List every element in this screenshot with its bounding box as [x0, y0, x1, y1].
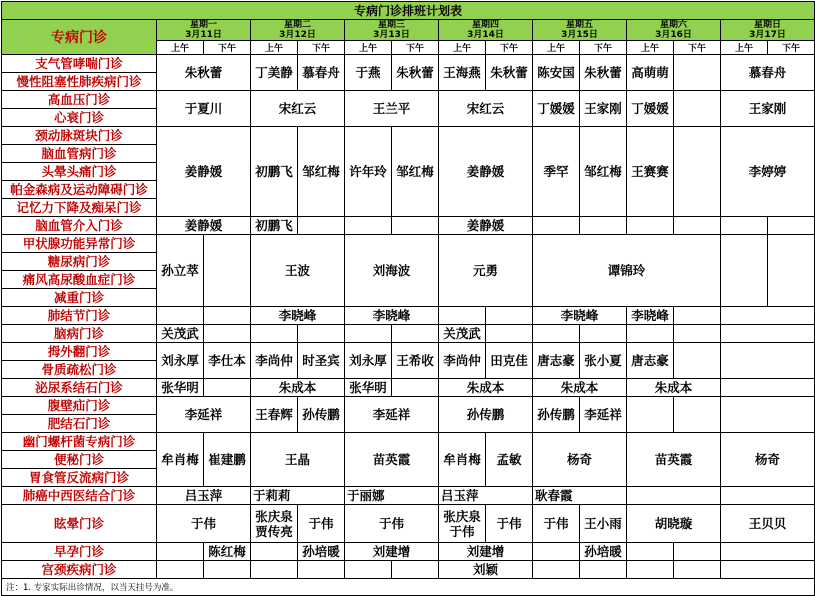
- day-header-thu: 星期四 3月14日: [439, 20, 533, 41]
- doctor-cell: 丁媛媛: [627, 91, 674, 127]
- doctor-cell: 于伟: [345, 505, 439, 543]
- doctor-cell: 李尚仲: [439, 343, 486, 379]
- dept-label: 拇外翻门诊: [2, 343, 157, 361]
- empty-cell: [627, 487, 721, 505]
- doctor-cell: 王波: [251, 235, 345, 307]
- empty-cell: [627, 217, 674, 235]
- doctor-cell: 王海燕: [439, 55, 486, 91]
- doctor-cell: 李尚仲: [251, 343, 298, 379]
- empty-cell: [627, 325, 674, 343]
- dept-label: 心衰门诊: [2, 109, 157, 127]
- doctor-cell: 慕春舟: [298, 55, 345, 91]
- doctor-cell: 初鹏飞: [251, 217, 298, 235]
- dept-label: 糖尿病门诊: [2, 253, 157, 271]
- pm-header: 下午: [768, 41, 815, 55]
- doctor-cell: 王希收: [392, 343, 439, 379]
- dept-label: 宫颈疾病门诊: [2, 561, 157, 579]
- empty-cell: [721, 487, 815, 505]
- doctor-cell: 姜静媛: [439, 127, 533, 217]
- dept-label: 记忆力下降及痴呆门诊: [2, 199, 157, 217]
- empty-cell: [721, 307, 815, 325]
- empty-cell: [721, 561, 815, 579]
- doctor-cell: 李晓峰: [627, 307, 674, 325]
- dept-label: 胃食管反流病门诊: [2, 469, 157, 487]
- doctor-cell: 于丽娜: [345, 487, 439, 505]
- doctor-cell: 陈安国: [533, 55, 580, 91]
- doctor-cell: 朱秋蕾: [392, 55, 439, 91]
- doctor-cell: 姜静媛: [157, 217, 251, 235]
- dept-label: 头晕头痛门诊: [2, 163, 157, 181]
- empty-cell: [345, 325, 392, 343]
- empty-cell: [580, 325, 627, 343]
- doctor-cell: 邹红梅: [392, 127, 439, 217]
- doctor-cell: 牟肖梅: [157, 433, 204, 487]
- day-header-sat: 星期六 3月16日: [627, 20, 721, 41]
- doctor-cell: 姜静媛: [157, 127, 251, 217]
- doctor-cell: 于莉莉: [251, 487, 345, 505]
- doctor-cell: 李仕本: [204, 343, 251, 379]
- dept-label: 慢性阻塞性肺疾病门诊: [2, 73, 157, 91]
- doctor-cell: 王赛赛: [627, 127, 674, 217]
- doctor-cell: 季罕: [533, 127, 580, 217]
- dept-label: 肺结节门诊: [2, 307, 157, 325]
- doctor-cell: 王晶: [251, 433, 345, 487]
- empty-cell: [486, 307, 533, 325]
- doctor-cell: 刘永厚: [157, 343, 204, 379]
- doctor-cell: 于伟: [486, 505, 533, 543]
- dept-label: 脑血管介入门诊: [2, 217, 157, 235]
- dept-label: 腹壁疝门诊: [2, 397, 157, 415]
- am-header: 上午: [251, 41, 298, 55]
- empty-cell: [721, 325, 815, 343]
- am-header: 上午: [721, 41, 768, 55]
- empty-cell: [157, 543, 204, 561]
- doctor-cell: 关茂武: [439, 325, 486, 343]
- doctor-cell: 王家刚: [721, 91, 815, 127]
- doctor-cell: 杨奇: [533, 433, 627, 487]
- dept-label: 肥结石门诊: [2, 415, 157, 433]
- empty-cell: [580, 217, 627, 235]
- day-header-tue: 星期二 3月12日: [251, 20, 345, 41]
- doctor-cell: 许年玲: [345, 127, 392, 217]
- doctor-cell: 崔建鹏: [204, 433, 251, 487]
- doctor-cell: 孙传鹏: [439, 397, 533, 433]
- doctor-cell: 姜静媛: [439, 217, 533, 235]
- doctor-cell: 朱成本: [439, 379, 533, 397]
- doctor-cell: 刘建增: [345, 543, 439, 561]
- doctor-cell: 唐志豪: [627, 343, 674, 379]
- doctor-cell: 邹红梅: [580, 127, 627, 217]
- doctor-cell: 张庆泉 于伟: [439, 505, 486, 543]
- empty-cell: [157, 561, 204, 579]
- empty-cell: [627, 397, 674, 433]
- dept-label: 甲状腺功能异常门诊: [2, 235, 157, 253]
- empty-cell: [392, 217, 439, 235]
- dept-label: 便秘门诊: [2, 451, 157, 469]
- doctor-cell: 朱秋蕾: [580, 55, 627, 91]
- doctor-cell: 元勇: [439, 235, 533, 307]
- empty-cell: [674, 217, 721, 235]
- empty-cell: [533, 543, 580, 561]
- dept-label: 减重门诊: [2, 289, 157, 307]
- empty-cell: [674, 397, 721, 433]
- day-header-sun: 星期日 3月17日: [721, 20, 815, 41]
- doctor-cell: 孙传鹏: [298, 397, 345, 433]
- doctor-cell: 吕玉萍: [157, 487, 251, 505]
- dept-label: 帕金森病及运动障碍门诊: [2, 181, 157, 199]
- doctor-cell: 王小雨: [580, 505, 627, 543]
- dept-label: 支气管哮喘门诊: [2, 55, 157, 73]
- doctor-cell: 于伟: [533, 505, 580, 543]
- dept-label: 骨质疏松门诊: [2, 361, 157, 379]
- empty-cell: [392, 561, 439, 579]
- doctor-cell: 于夏川: [157, 91, 251, 127]
- empty-cell: [392, 379, 439, 397]
- dept-label: 眩晕门诊: [2, 505, 157, 543]
- empty-cell: [204, 235, 251, 307]
- doctor-cell: 耿春霞: [533, 487, 627, 505]
- pm-header: 下午: [580, 41, 627, 55]
- doctor-cell: 李晓峰: [533, 307, 627, 325]
- doctor-cell: 田克佳: [486, 343, 533, 379]
- empty-cell: [627, 543, 674, 561]
- day-header-mon: 星期一 3月11日: [157, 20, 251, 41]
- doctor-cell: 孙培暖: [298, 543, 345, 561]
- dept-label: 高血压门诊: [2, 91, 157, 109]
- doctor-cell: 朱秋蕾: [157, 55, 251, 91]
- empty-cell: [674, 543, 721, 561]
- empty-cell: [674, 561, 721, 579]
- empty-cell: [580, 561, 627, 579]
- dept-label: 肺癌中西医结合门诊: [2, 487, 157, 505]
- empty-cell: [486, 325, 533, 343]
- doctor-cell: 苗英霞: [345, 433, 439, 487]
- am-header: 上午: [627, 41, 674, 55]
- doctor-cell: 刘海波: [345, 235, 439, 307]
- doctor-cell: 刘颖: [439, 561, 533, 579]
- empty-cell: [627, 561, 674, 579]
- empty-cell: [674, 127, 721, 217]
- day-header-wed: 星期三 3月13日: [345, 20, 439, 41]
- am-header: 上午: [345, 41, 392, 55]
- dept-label: 脑病门诊: [2, 325, 157, 343]
- doctor-cell: 李晓峰: [345, 307, 439, 325]
- doctor-cell: 初鹏飞: [251, 127, 298, 217]
- doctor-cell: 邹红梅: [298, 127, 345, 217]
- doctor-cell: 张华明: [345, 379, 392, 397]
- doctor-cell: 李延祥: [345, 397, 439, 433]
- pm-header: 下午: [392, 41, 439, 55]
- doctor-cell: 张华明: [157, 379, 204, 397]
- doctor-cell: 李延祥: [157, 397, 251, 433]
- doctor-cell: 丁媛媛: [533, 91, 580, 127]
- dept-label: 泌尿系结石门诊: [2, 379, 157, 397]
- doctor-cell: 孟敏: [486, 433, 533, 487]
- am-header: 上午: [533, 41, 580, 55]
- empty-cell: [251, 325, 298, 343]
- doctor-cell: 张小夏: [580, 343, 627, 379]
- empty-cell: [298, 325, 345, 343]
- pm-header: 下午: [674, 41, 721, 55]
- footnote: 注：1. 专家实际出诊情况，以当天挂号为准。: [2, 579, 815, 596]
- empty-cell: [345, 217, 392, 235]
- doctor-cell: 杨奇: [721, 433, 815, 487]
- am-header: 上午: [439, 41, 486, 55]
- doctor-cell: 朱秋蕾: [486, 55, 533, 91]
- doctor-cell: 胡晓璇: [627, 505, 721, 543]
- empty-cell: [721, 543, 815, 561]
- doctor-cell: 慕春舟: [721, 55, 815, 91]
- doctor-cell: 王家刚: [580, 91, 627, 127]
- empty-cell: [674, 325, 721, 343]
- dept-label: 脑血管病门诊: [2, 145, 157, 163]
- doctor-cell: 唐志豪: [533, 343, 580, 379]
- page-title: 专病门诊排班计划表: [2, 2, 815, 20]
- empty-cell: [721, 379, 815, 397]
- doctor-cell: 王贝贝: [721, 505, 815, 543]
- empty-cell: [204, 325, 251, 343]
- dept-label: 痛风高尿酸血症门诊: [2, 271, 157, 289]
- doctor-cell: 于伟: [298, 505, 345, 543]
- doctor-cell: 牟肖梅: [439, 433, 486, 487]
- doctor-cell: 朱成本: [251, 379, 345, 397]
- dept-column-header: 专病门诊: [2, 20, 157, 55]
- doctor-cell: 宋红云: [439, 91, 533, 127]
- empty-cell: [345, 561, 392, 579]
- dept-label: 早孕门诊: [2, 543, 157, 561]
- pm-header: 下午: [298, 41, 345, 55]
- doctor-cell: 苗英霞: [627, 433, 721, 487]
- doctor-cell: 丁美静: [251, 55, 298, 91]
- doctor-cell: 宋红云: [251, 91, 345, 127]
- doctor-cell: 吕玉萍: [439, 487, 533, 505]
- doctor-cell: 时圣宾: [298, 343, 345, 379]
- schedule-table: [1, 1, 815, 596]
- empty-cell: [533, 561, 580, 579]
- doctor-cell: 李婷婷: [721, 127, 815, 217]
- doctor-cell: 高萌萌: [627, 55, 674, 91]
- day-header-fri: 星期五 3月15日: [533, 20, 627, 41]
- doctor-cell: 孙培暖: [580, 543, 627, 561]
- doctor-cell: 于伟: [157, 505, 251, 543]
- empty-cell: [251, 543, 298, 561]
- am-header: 上午: [157, 41, 204, 55]
- empty-cell: [439, 307, 486, 325]
- empty-cell: [533, 325, 580, 343]
- empty-cell: [768, 235, 815, 307]
- pm-header: 下午: [486, 41, 533, 55]
- dept-label: 幽门螺杆菌专病门诊: [2, 433, 157, 451]
- doctor-cell: 于燕: [345, 55, 392, 91]
- empty-cell: [392, 325, 439, 343]
- empty-cell: [204, 379, 251, 397]
- empty-cell: [721, 217, 768, 235]
- empty-cell: [298, 217, 345, 235]
- empty-cell: [768, 217, 815, 235]
- empty-cell: [721, 397, 815, 433]
- doctor-cell: 王兰平: [345, 91, 439, 127]
- doctor-cell: 张庆泉 贾传亮: [251, 505, 298, 543]
- doctor-cell: 朱成本: [533, 379, 627, 397]
- empty-cell: [204, 307, 251, 325]
- pm-header: 下午: [204, 41, 251, 55]
- empty-cell: [674, 307, 721, 325]
- doctor-cell: 陈红梅: [204, 543, 251, 561]
- doctor-cell: 朱成本: [627, 379, 721, 397]
- doctor-cell: 孙传鹏: [533, 397, 580, 433]
- doctor-cell: 刘永厚: [345, 343, 392, 379]
- empty-cell: [674, 55, 721, 91]
- doctor-cell: 王春辉: [251, 397, 298, 433]
- dept-label: 颈动脉斑块门诊: [2, 127, 157, 145]
- doctor-cell: 关茂武: [157, 325, 204, 343]
- doctor-cell: 李延祥: [580, 397, 627, 433]
- empty-cell: [721, 235, 768, 307]
- doctor-cell: 刘建增: [439, 543, 533, 561]
- doctor-cell: 孙立萃: [157, 235, 204, 307]
- empty-cell: [251, 561, 298, 579]
- empty-cell: [533, 217, 580, 235]
- empty-cell: [674, 343, 721, 379]
- doctor-cell: 谭锦玲: [533, 235, 721, 307]
- empty-cell: [298, 561, 345, 579]
- doctor-cell: 李晓峰: [251, 307, 345, 325]
- empty-cell: [721, 343, 815, 379]
- empty-cell: [157, 307, 204, 325]
- empty-cell: [204, 561, 251, 579]
- empty-cell: [674, 91, 721, 127]
